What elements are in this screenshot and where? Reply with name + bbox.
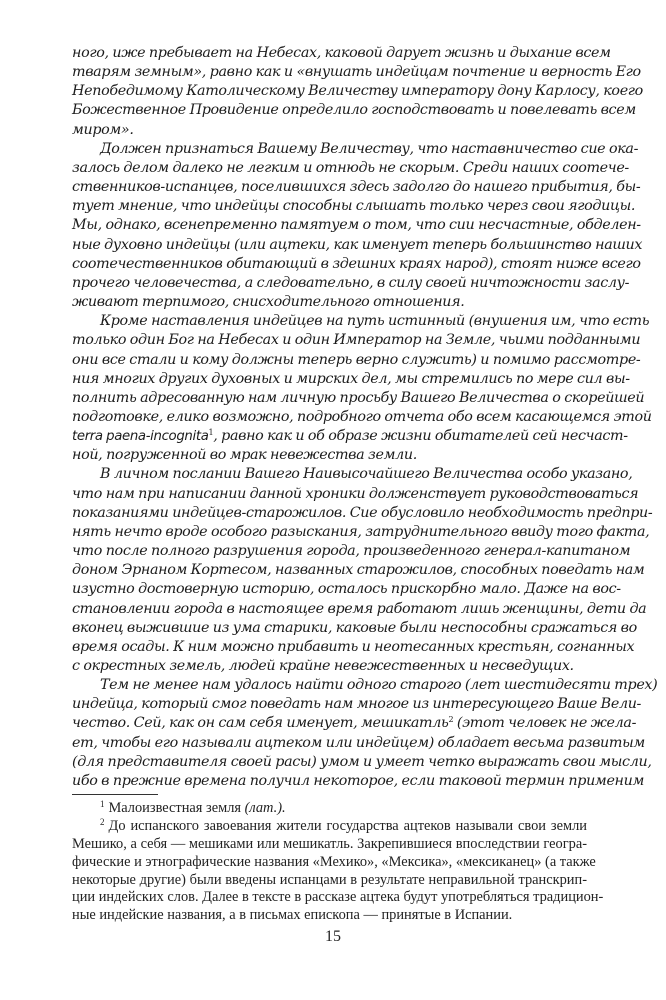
text-line: Божественное Провидение определило господствовать и повелевать всем bbox=[72, 102, 636, 119]
text-line: Непобедимому Католическому Величеству императору дону Карлосу, коего bbox=[72, 83, 643, 100]
text-line: становлении города в настоящее время работают лишь женщины, дети да bbox=[72, 600, 647, 617]
text-line: соотечественников обитающий в здешних краях народ), стоят ниже всего bbox=[72, 255, 641, 272]
footnote-ref-1[interactable]: 1 bbox=[208, 428, 214, 438]
footnote-2: $^2$ До испанского завоевания жители государства ацтеков называли свои земли bbox=[100, 816, 587, 834]
text-line-with-footnote: terra paena-incognita$^1$, равно как и об образе жизни обитателей сей несчаст- bbox=[72, 428, 628, 445]
text-line: с окрестных земель, людей крайне невежественных и несведущих. bbox=[72, 658, 574, 674]
latin-phrase: terra paena-incognita bbox=[72, 429, 209, 445]
paragraph-first-line: Кроме наставления индейцев на путь истинный (внушения им, что есть bbox=[100, 313, 650, 330]
text-line: Мы, однако, всенепременно памятуем о том, что сии несчастные, обделен- bbox=[72, 217, 641, 234]
text-line: (для представителя своей расы) умом и умеет четко выражать свои мысли, bbox=[72, 753, 652, 770]
text-line: ибо в прежние времена получил некоторое, если таковой термин применим bbox=[72, 772, 644, 789]
footnote-line: Мешико, а себя — мешиками или мешикатль. Закрепившиеся впоследствии геогра- bbox=[72, 835, 587, 852]
text-line: подготовке, елико возможно, подробного отчета обо всем касающемся этой bbox=[72, 408, 652, 425]
text-line: изустно достоверную историю, осталось прискорбно мало. Даже на вос- bbox=[72, 581, 621, 598]
text-line: ной, погруженной во мрак невежества земли. bbox=[72, 447, 417, 464]
language-note: (лат.). bbox=[244, 800, 286, 816]
text-line: доном Эрнаном Кортесом, названных старожилов, способных поведать нам bbox=[72, 562, 645, 579]
text-line: полнить адресованную нам личную просьбу Вашего Величества о скорейшей bbox=[72, 389, 645, 406]
text-line: ные духовно индейцы (или ацтеки, как именует теперь большинство наших bbox=[72, 236, 643, 253]
paragraph-first-line: Тем не менее нам удалось найти одного старого (лет шестидесяти трех) bbox=[100, 677, 658, 694]
text-line: живают терпимого, снисходительного отношения. bbox=[72, 294, 465, 311]
text-line: показаниями индейцев-старожилов. Сие обусловило необходимость предпри- bbox=[72, 504, 653, 521]
text-line: индейца, который смог поведать нам многое из интересующего Ваше Вели- bbox=[72, 696, 642, 713]
paragraph-first-line: В личном послании Вашего Наивысочайшего Величества особо указано, bbox=[100, 466, 633, 483]
footnotes bbox=[72, 799, 604, 925]
text-line: прочего человечества, а следовательно, в силу своей ничтожности заслу- bbox=[72, 274, 630, 291]
footnote-separator bbox=[72, 794, 158, 795]
text-line: ет, чтобы его называли ацтеком или индейцем) обладает весьма развитым bbox=[72, 734, 645, 751]
text-line: ственников-испанцев, поселившихся здесь задолго до нашего прибытия, бы- bbox=[72, 179, 641, 196]
text-line: только один Бог на Небесах и один Император на Земле, чьими подданными bbox=[72, 332, 641, 349]
text-line-with-footnote: чество. Сей, как он сам себя именует, мешикатль$^2$ (этот человек не жела- bbox=[72, 715, 637, 732]
footnote-1: $^1$ Малоизвестная земля (лат.). bbox=[100, 799, 286, 816]
text-line: миром». bbox=[72, 121, 134, 138]
paragraph-first-line: Должен признаться Вашему Величеству, что наставничество сие ока- bbox=[100, 140, 639, 157]
text-line: залось делом далеко не легким и отнюдь не скорым. Среди наших соотече- bbox=[72, 159, 629, 176]
text-line: они все стали и кому должны теперь верно служить) и помимо рассмотре- bbox=[72, 351, 641, 368]
footnote-line: фические и этнографические названия «Мехико», «Мексика», «мексиканец» (а также bbox=[72, 853, 596, 870]
text-line: ния многих других духовных и мирских дел, мы стремились по мере сил вы- bbox=[72, 370, 630, 387]
main-text bbox=[72, 44, 658, 791]
footnote-line: некоторые другие) были введены испанцами в результате неправильной транскрип- bbox=[72, 871, 587, 888]
text-line: что после полного разрушения города, произведенного генерал-капитаном bbox=[72, 543, 631, 560]
text-line: что нам при написании данной хроники долженствует руководствоваться bbox=[72, 485, 639, 502]
text-line: время осады. К ним можно прибавить и неотесанных крестьян, согнанных bbox=[72, 638, 635, 655]
text-line: ного, иже пребывает на Небесах, каковой дарует жизнь и дыхание всем bbox=[72, 45, 611, 61]
page-number: 15 bbox=[325, 928, 341, 945]
footnote-mark: 2 bbox=[100, 816, 105, 827]
text-line: тует мнение, что индейцы способны слышать только через свои ягодицы. bbox=[72, 198, 636, 215]
footnote-mark: 1 bbox=[100, 799, 105, 809]
text-line: вконец выжившие из ума старики, каковые были неспособны сражаться во bbox=[72, 619, 637, 636]
footnote-ref-2[interactable]: 2 bbox=[448, 715, 454, 725]
footnote-line: ные индейские названия, а в письмах епископа — принятые в Испании. bbox=[72, 907, 513, 924]
text-line: нять нечто вроде особого разыскания, затруднительного ввиду того факта, bbox=[72, 523, 650, 540]
footnote-line: ции индейских слов. Далее в тексте в рассказе ацтека будут употребляться традицион- bbox=[72, 889, 604, 906]
text-line: тварям земным», равно как и «внушать индейцам почтение и верность Его bbox=[72, 64, 641, 81]
